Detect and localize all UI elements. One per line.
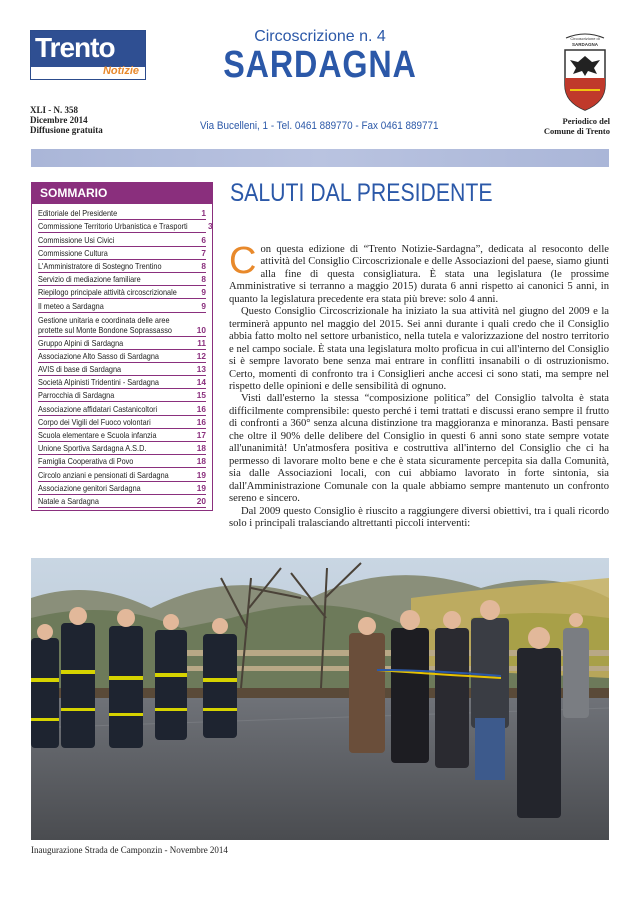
periodico-label: [540, 116, 610, 136]
sommario-item: [38, 233, 206, 246]
sommario-item: [38, 313, 206, 337]
article-title: SALUTI DAL PRESIDENTE: [230, 179, 493, 207]
sommario-item-title: Scuola elementare e Scuola infanzia: [38, 430, 157, 440]
trento-notizie-logo: [30, 30, 146, 80]
article-paragraph-2: Questo Consiglio Circoscrizionale ha iniziato la sua attività nel giugno del 2009 e la terminerà appunto nel maggio del 2015. Sei anni durante i quali credo che il Consiglio abbia fatto molto nel settore urbanistico, nella tutela e valorizzazione del nostro territorio e nel campo sociale. È stata una legislatura molto proficua in cui all'interno del Consiglio si è sempre lavorato bene senza mai entrare in conflitti insanabili o di ostruzionismo. Certo, momenti di confronto tra i Consiglieri anche accesi ci sono stati, ma sempre nel rispetto delle opinioni e delle sensibilità di ognuno.: [229, 306, 609, 392]
issue-number: XLI - N. 358: [30, 105, 79, 115]
sommario-item-page: 10: [196, 324, 206, 335]
sommario-list: [32, 204, 212, 510]
sommario-item-title: Riepilogo principale attività circoscrizionale: [38, 287, 177, 298]
sommario-item: [38, 468, 206, 481]
sommario-item-title: Editoriale del Presidente: [38, 208, 118, 219]
sommario-item: [38, 299, 206, 312]
header-divider-band: [31, 149, 609, 167]
sommario-item-page: 17: [196, 430, 206, 440]
dropcap: C: [229, 240, 257, 282]
sommario-item: [38, 273, 206, 286]
article-body: [229, 240, 609, 530]
sommario-item: [38, 402, 206, 415]
sommario-item: [38, 429, 206, 442]
sommario-item-title: Il meteo a Sardagna: [38, 300, 104, 311]
article-paragraph-4: Dal 2009 questo Consiglio è riuscito a raggiungere diversi obiettivi, tra i quali ricordo solo i principali tralasciando altrettanti piccoli interventi:: [229, 505, 609, 529]
sommario-box: [31, 182, 213, 511]
sommario-item-title: Gruppo Alpini di Sardagna: [38, 337, 124, 348]
sommario-item-page: 19: [196, 482, 206, 493]
circoscrizione-label: Circoscrizione n. 4: [254, 28, 386, 45]
sommario-item: [38, 455, 206, 468]
sommario-item-page: 11: [197, 337, 206, 348]
sommario-item-title: AVIS di base di Sardagna: [38, 364, 122, 375]
sommario-item: [38, 207, 206, 220]
article-paragraph-1: [229, 240, 609, 306]
sommario-item-title: Servizio di mediazione familiare: [38, 274, 141, 285]
sommario-item-title: Circolo anziani e pensionati di Sardagna: [38, 469, 169, 480]
photo-scene-illustration: [31, 558, 609, 840]
sommario-item-title: L'Amministratore di Sostegno Trentino: [38, 260, 162, 271]
sommario-item-page: 14: [196, 377, 206, 388]
sommario-item: [38, 350, 206, 363]
sommario-item-title: Natale a Sardagna: [38, 495, 99, 506]
sommario-item-page: 1: [201, 208, 206, 219]
sommario-item-page: 8: [201, 260, 206, 271]
svg-text:Circoscrizione di: Circoscrizione di: [570, 36, 600, 41]
sommario-item-title: Corpo dei Vigili del Fuoco volontari: [38, 416, 151, 427]
sommario-heading: SOMMARIO: [32, 183, 212, 204]
logo-notizie-text: Notizie: [102, 65, 139, 77]
town-name: SARDAGNA: [223, 44, 417, 86]
sommario-item: [38, 286, 206, 299]
sommario-item-page: 12: [196, 350, 206, 361]
sommario-item-page: 18: [196, 443, 206, 454]
sommario-item-title: Commissione Usi Civici: [38, 234, 115, 245]
issue-date: Dicembre 2014: [30, 115, 88, 125]
sommario-item-title: Associazione Alto Sasso di Sardagna: [38, 350, 159, 361]
masthead-title-block: [180, 28, 460, 87]
sommario-item: [38, 416, 206, 429]
sommario-item: [38, 337, 206, 350]
sommario-item-title: Associazione genitori Sardagna: [38, 482, 141, 493]
sommario-item: [38, 363, 206, 376]
sommario-item-title: Unione Sportiva Sardagna A.S.D.: [38, 443, 147, 454]
sommario-item-title: Associazione affidatari Castanicoltori: [38, 403, 158, 414]
sommario-item-title: Società Alpinisti Tridentini - Sardagna: [38, 377, 159, 388]
issue-distribution: Diffusione gratuita: [30, 125, 103, 135]
sommario-item: [38, 482, 206, 495]
sommario-item: [38, 442, 206, 455]
sommario-item-page: 9: [201, 300, 206, 311]
photo-caption: Inaugurazione Strada de Camponzin - Novembre 2014: [31, 845, 228, 855]
sommario-item-page: 3: [208, 221, 213, 232]
svg-text:SARDAGNA: SARDAGNA: [571, 42, 599, 47]
sommario-item-title: Parrocchia di Sardagna: [38, 390, 115, 401]
issue-info: [30, 105, 103, 135]
sommario-item-page: 20: [196, 495, 206, 506]
sommario-item-page: 16: [196, 403, 206, 414]
sommario-item-page: 19: [196, 469, 206, 480]
sommario-item-page: 18: [196, 456, 206, 467]
inauguration-photo: [31, 558, 609, 840]
sommario-item: [38, 247, 206, 260]
sommario-item-page: 9: [201, 287, 206, 298]
sardagna-crest-icon: [560, 30, 610, 112]
sommario-item: [38, 220, 213, 233]
sommario-item: [38, 376, 206, 389]
sommario-item: [38, 389, 206, 402]
article-paragraph-1-text: on questa edizione di “Trento Notizie-Sardagna”, dedicata al resoconto delle attività del Consiglio Circoscrizionale e delle Associazioni del paese, siamo giunti alla fine di questa consigliatura. È stata una legislatura (le prossime Amministrative si terranno a maggio 2015) durata 6 anni rispetto ai canonici 5 anni, in quanto la legislatura precedente era stata più breve: solo 4 anni.: [229, 244, 609, 305]
sommario-item-page: 15: [196, 390, 206, 401]
sommario-item-page: 6: [201, 234, 206, 245]
sommario-item-page: 16: [196, 416, 206, 427]
sommario-item: [38, 495, 206, 508]
sommario-item-title: Famiglia Cooperativa di Povo: [38, 456, 134, 467]
logo-trento-text: Trento: [35, 32, 115, 63]
article-paragraph-3: Visti dall'esterno la stessa “composizione politica” del Consiglio talvolta è stata difficilmente comprensibile: questo perché i temi trattati e discussi erano sempre il frutto di confronti a 360° senza alcuna distinzione tra maggioranza e minoranza. Basti pensare che oltre il 90% delle delibere del Consiglio in questi 6 anni sono state sempre votate all'unanimità! Un'atmosfera positiva e costruttiva all'interno del Consiglio che ci ha permesso di lavorare molto bene e che è stata sicuramente percepita sia dalla Comunità, sia dalle Associazioni locali, con cui abbiamo lavorato in forte sintonia, sia dall'Amministrazione Comunale con la quale abbiamo sempre mantenuto un confronto sereno e sincero.: [229, 393, 609, 505]
sommario-item-title: Gestione unitaria e coordinata delle aree protette sul Monte Bondone Soprassasso: [38, 314, 172, 335]
sommario-item-page: 7: [201, 247, 206, 258]
contact-address: Via Bucelleni, 1 - Tel. 0461 889770 - Fax 0461 889771: [200, 120, 439, 132]
periodico-line-1: Periodico del: [562, 116, 610, 126]
sommario-item: [38, 260, 206, 273]
sommario-item-page: 8: [201, 274, 206, 285]
sommario-item-title: Commissione Cultura: [38, 247, 108, 258]
sommario-item-title: Commissione Territorio Urbanistica e Trasporti: [38, 221, 188, 232]
sommario-item-page: 13: [196, 364, 206, 375]
periodico-line-2: Comune di Trento: [543, 126, 610, 136]
